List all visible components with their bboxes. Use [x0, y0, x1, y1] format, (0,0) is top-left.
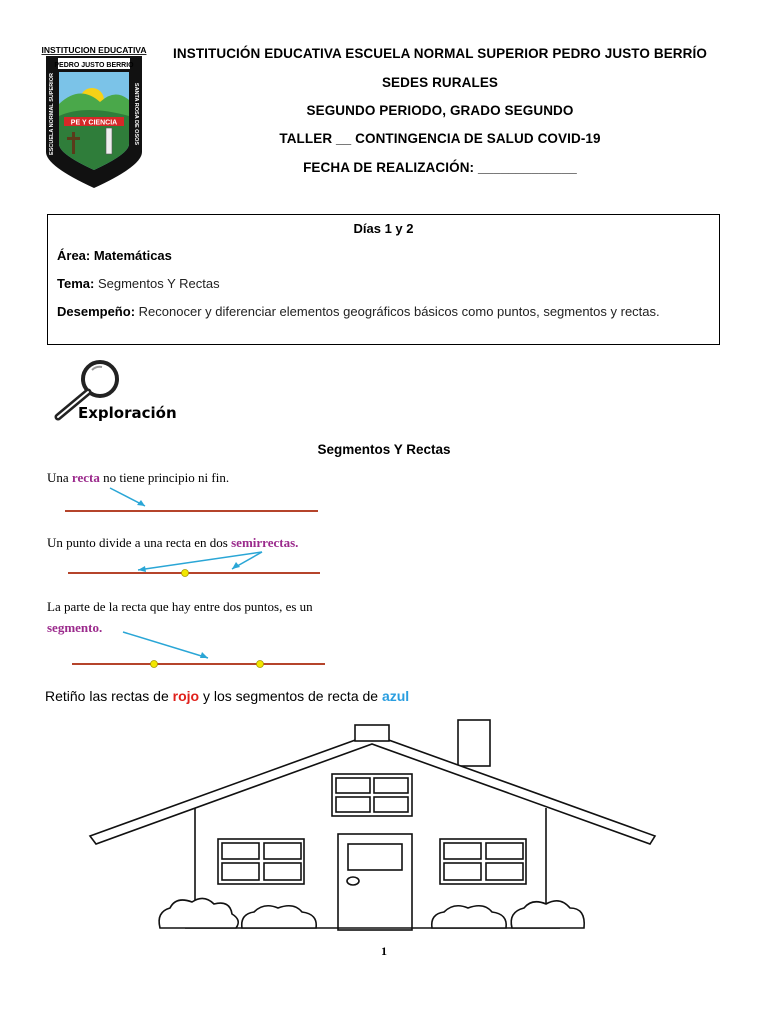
info-box: [47, 214, 720, 345]
bush-left-2: [242, 906, 316, 928]
segmento-sentence-line1: La parte de la recta que hay entre dos puntos, es un: [47, 599, 313, 614]
header-fecha: FECHA DE REALIZACIÓN: _____________: [303, 160, 577, 175]
recta-word: recta: [71, 470, 100, 485]
segmento-point-a: [151, 661, 158, 668]
logo-right-text: SANTA ROSA DE OSOS: [133, 82, 139, 146]
attic-window: [332, 774, 412, 816]
instruction-rojo: rojo: [172, 688, 200, 704]
recta-pre: Una: [47, 470, 72, 485]
exploracion-label: Exploración: [78, 404, 177, 422]
semi-pre: Un punto divide a una recta en dos: [47, 535, 232, 550]
semirrectas-diagram: [0, 548, 340, 588]
semi-point: [182, 570, 189, 577]
header-taller: TALLER __ CONTINGENCIA DE SALUD COVID-19: [279, 131, 601, 146]
header-periodo: SEGUNDO PERIODO, GRADO SEGUNDO: [306, 103, 574, 118]
header-institution: INSTITUCIÓN EDUCATIVA ESCUELA NORMAL SUPERIOR PEDRO JUSTO BERRÍO: [173, 46, 707, 61]
tema-row: [57, 276, 220, 291]
school-logo: [40, 44, 148, 190]
segmento-word: segmento.: [47, 620, 103, 635]
instruction-mid: y los segmentos de recta de: [199, 688, 382, 704]
semi-word: semirrectas.: [231, 535, 299, 550]
recta-post: no tiene principio ni fin.: [99, 470, 230, 485]
logo-top-text: INSTITUCION EDUCATIVA: [41, 45, 147, 55]
segmento-arrow: [123, 632, 208, 658]
bush-right: [432, 906, 506, 928]
door: [338, 834, 412, 930]
desempeno-value: Reconocer y diferenciar elementos geográficos básicos como puntos, segmentos y rectas.: [138, 304, 660, 319]
logo-banner-text: PEDRO JUSTO BERRIO: [54, 62, 134, 69]
instruction-pre: Retiño las rectas de: [45, 688, 173, 704]
header-sedes: SEDES RURALES: [381, 75, 499, 90]
tema-value: Segmentos Y Rectas: [97, 276, 220, 291]
logo-left-text: ESCUELA NORMAL SUPERIOR: [49, 73, 55, 155]
right-window: [440, 839, 526, 884]
desempeno-row: [57, 304, 660, 319]
instruction: [45, 688, 409, 704]
roof: [90, 734, 655, 844]
chimney: [458, 720, 490, 766]
left-window: [218, 839, 304, 884]
bush-left: [159, 898, 238, 928]
page-number: 1: [381, 944, 387, 958]
section-title: Segmentos Y Rectas: [317, 442, 451, 457]
logo-ribbon-text: PE Y CIENCIA: [70, 119, 118, 127]
area-label: Área: Matemáticas: [57, 248, 172, 263]
tema-label: Tema:: [57, 276, 95, 291]
desempeno-label: Desempeño:: [57, 304, 136, 319]
days-label: Días 1 y 2: [353, 221, 414, 236]
recta-diagram: [0, 480, 340, 520]
instruction-azul: azul: [381, 688, 410, 704]
bush-right-2: [511, 901, 584, 928]
segmento-diagram: [0, 628, 340, 673]
segmento-point-b: [257, 661, 264, 668]
house-drawing: [80, 716, 690, 936]
roof-vent: [355, 725, 389, 741]
semi-arrow-left: [138, 552, 262, 570]
